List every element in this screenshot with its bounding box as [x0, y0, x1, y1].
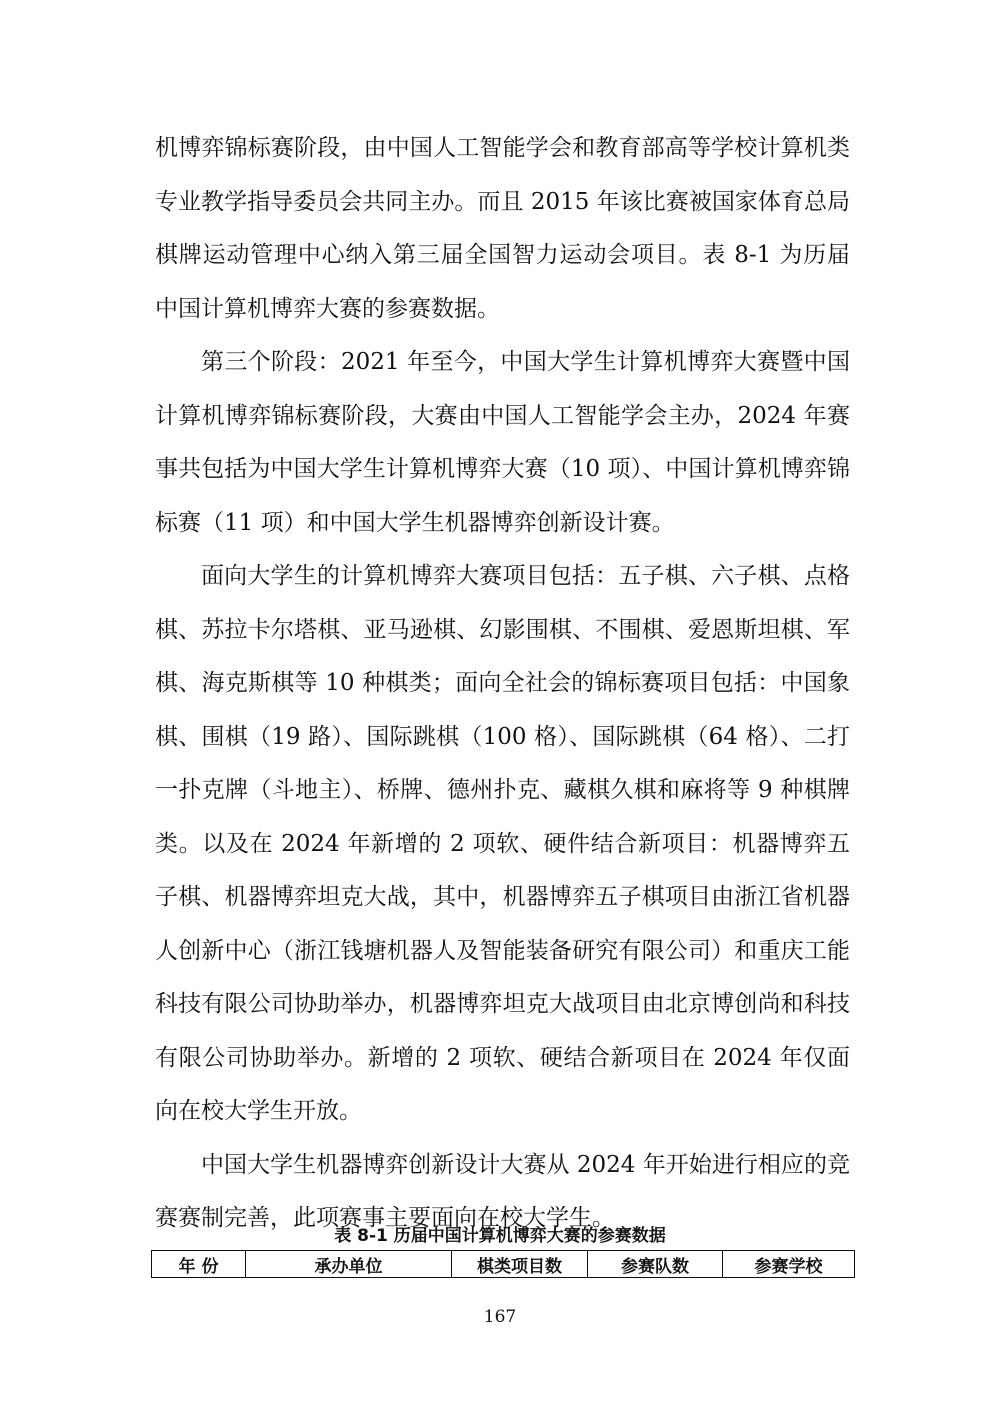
table-header-team-count: 参赛队数: [588, 1251, 723, 1278]
participation-data-table: [151, 1250, 855, 1278]
table-header-school-count: 参赛学校: [723, 1251, 855, 1278]
table-header-year: 年 份: [152, 1251, 246, 1278]
table-header-event-count: 棋类项目数: [452, 1251, 588, 1278]
paragraph-innovation-contest: 中国大学生机器博弈创新设计大赛从 2024 年开始进行相应的竞赛赛制完善，此项赛事主要面向在校大学生。: [155, 1151, 850, 1231]
paragraph-competition-items: 面向大学生的计算机博弈大赛项目包括：五子棋、六子棋、点格棋、苏拉卡尔塔棋、亚马逊棋、幻影围棋、不围棋、爱恩斯坦棋、军棋、海克斯棋等 10 种棋类；面向全社会的锦标赛项目包括：中国象棋、围棋（19 路）、国际跳棋（100 格）、国际跳棋（64 格）、二打一扑克牌（斗地主）、桥牌、德州扑克、藏棋久棋和麻将等 9 种棋牌类。以及在 2024 年新增的 2 项软、硬件结合新项目：机器博弈五子棋、机器博弈坦克大战，其中，机器博弈五子棋项目由浙江省机器人创新中心（浙江钱塘机器人及智能装备研究有限公司）和重庆工能科技有限公司协助举办，机器博弈坦克大战项目由北京博创尚和科技有限公司协助举办。新增的 2 项软、硬结合新项目在 2024 年仅面向在校大学生开放。: [155, 563, 850, 1124]
table-caption: 表 8-1 历届中国计算机博弈大赛的参赛数据: [334, 1226, 666, 1246]
paragraph-third-stage: 第三个阶段：2021 年至今，中国大学生计算机博弈大赛暨中国计算机博弈锦标赛阶段，大赛由中国人工智能学会主办，2024 年赛事共包括为中国大学生计算机博弈大赛（10 项）、中国计算机博弈锦标赛（11 项）和中国大学生机器博弈创新设计赛。: [155, 349, 850, 536]
page-number: 167: [483, 1307, 517, 1327]
table-header-organizer: 承办单位: [246, 1251, 452, 1278]
table-header-row: [152, 1251, 855, 1278]
paragraph-continued: 机博弈锦标赛阶段，由中国人工智能学会和教育部高等学校计算机类专业教学指导委员会共同主办。而且 2015 年该比赛被国家体育总局棋牌运动管理中心纳入第三届全国智力运动会项目。表 8-1 为历届中国计算机博弈大赛的参赛数据。: [155, 135, 850, 322]
body-text: [155, 122, 850, 1246]
